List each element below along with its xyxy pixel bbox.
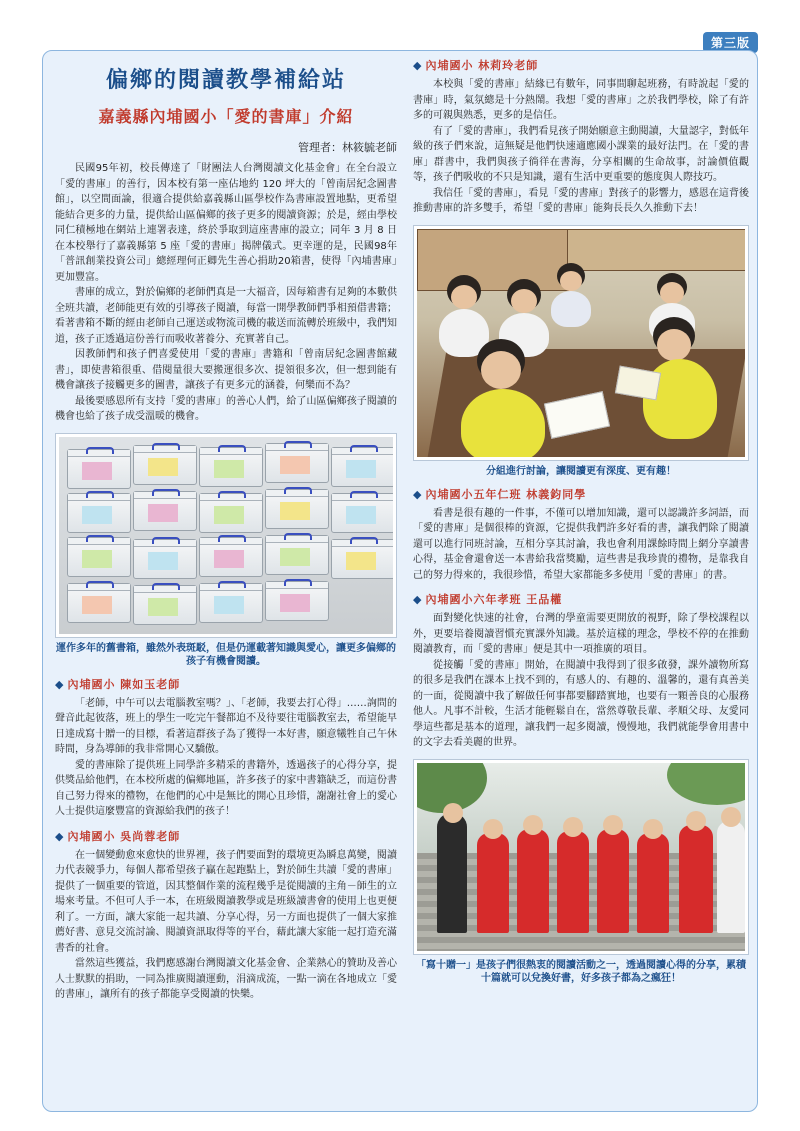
book-boxes-photo bbox=[55, 433, 397, 638]
right-column bbox=[413, 51, 749, 985]
section-heading-text: 內埔國小 林莉玲老師 bbox=[425, 59, 539, 72]
section-paragraph: 面對變化快速的社會，台灣的學童需要更開放的視野，除了學校課程以外，更要培養閱讀習慣充實課外知識。基於這樣的理念，學校不停的在推動閱讀教育，而「愛的書庫」便是其中一項推廣的項目。 bbox=[413, 613, 749, 655]
intro-paragraph: 因教師們和孩子們喜愛使用「愛的書庫」書籍和「曾南居紀念圖書館藏書」，即使書箱很重、借閱量很大要搬運很多次、提領很多次，但一想到能有機會讓孩子接觸更多的圖書，讓孩子有更多元的涵養，何樂而不為？ bbox=[55, 349, 397, 391]
section-heading bbox=[413, 57, 749, 73]
diamond-bullet-icon: ◆ bbox=[413, 593, 423, 606]
page-number-badge: 第三版 bbox=[703, 32, 758, 53]
diamond-bullet-icon: ◆ bbox=[413, 487, 423, 501]
intro-body bbox=[55, 161, 397, 425]
diamond-bullet-icon: ◆ bbox=[55, 677, 65, 691]
section-paragraph: 本校與「愛的書庫」結緣已有數年，同事間聊起班務，有時說起「愛的書庫」時，氣氛總是十分熱鬧。我想「愛的書庫」之於我們學校，除了有許多的可親與熟悉，更多的是信任。 bbox=[413, 79, 749, 121]
section-heading-text: 內埔國小 陳如玉老師 bbox=[67, 677, 181, 691]
article-frame bbox=[42, 50, 758, 1112]
section-paragraph: 看書是很有趣的一件事，不僅可以增加知識，還可以認識許多詞語，而「愛的書庫」是個很棒的資源，它提供我們許多好看的書，讓我們除了閱讀還可以進行同班討論，互相分享其討論，我也會利用課餘時間上網分享讀書心得，基金會還會送一本書給我當獎勵，這些書是我珍貴的禮物，是靠我自己的努力得來的，我很珍惜，希望大家都能多多使用「愛的書庫」的書。 bbox=[413, 507, 749, 581]
section-paragraph: 從接觸「愛的書庫」開始，在閱讀中我得到了很多啟發，課外讀物所寫的很多是我們在課本上找不到的，有感人的、有趣的、溫馨的，還有真善美的一面，從閱讀中我了解做任何事都要腳踏實地，也要有一顆善良的心服務他人。凡事不計較，生活才能輕鬆自在，當然尊敬長輩、孝順父母、友愛同學這些都是基本的道理，讓我們一起多閱讀，慢慢地，我們就能學會用書中的文字去看美麗的世界。 bbox=[413, 659, 749, 748]
section-paragraph: 「老師，中午可以去電腦教室嗎？」、「老師，我要去打心得」……詢問的聲音此起彼落，班上的學生一吃完午餐都迫不及待要往電腦教室去，希望能早日達成寫十贈一的目標，看著這群孩子為了獲得一本好書，願意犧牲自己午休時間，身為導師的我非常開心又驕傲。 bbox=[55, 697, 397, 755]
diamond-bullet-icon: ◆ bbox=[413, 59, 423, 72]
classroom-image bbox=[417, 229, 745, 457]
section-heading-text: 內埔國小 吳尚蓉老師 bbox=[67, 829, 181, 843]
section-heading bbox=[413, 486, 749, 502]
classroom-photo bbox=[413, 225, 749, 461]
group-photo-caption: 「寫十贈一」是孩子們很熱衷的閱讀活動之一，透過閱讀心得的分享，累積十篇就可以兌換好書，好多孩子都為之瘋狂！ bbox=[416, 959, 746, 984]
article-title: 偏鄉的閱讀教學補給站 bbox=[105, 67, 346, 93]
section-heading bbox=[413, 591, 749, 607]
section-heading bbox=[55, 676, 397, 692]
section-paragraph: 在一個變動愈來愈快的世界裡，孩子們要面對的環境更為瞬息萬變，閱讀力代表競爭力，每個人都希望孩子贏在起跑點上，對於師生共讀「愛的書庫」提供了一個重要的管道，因其整個作業的流程幾乎是從閱讀的主角－師生的立場來考量。不但可人手一本，在班級閱讀教學或是班級讀書會的使用上也更便利了。一方面，讓大家能一起共讀、分享心得，另一方面也提供了一個大家推薦好書、意見交流討論、閱讀資訊取得等的平台，藉此讓大家能一起打造充滿書香的社會。 bbox=[55, 849, 397, 954]
intro-paragraph: 最後要感恩所有支持「愛的書庫」的善心人們，給了山區偏鄉孩子閱讀的機會也給了孩子成受溫暖的機會。 bbox=[55, 395, 397, 422]
section-heading bbox=[55, 828, 397, 844]
section-heading-text: 內埔國小六年孝班 王品權 bbox=[425, 593, 563, 606]
group-photo bbox=[413, 759, 749, 955]
section-paragraph: 愛的書庫除了提供班上同學許多精采的書籍外，透過孩子的心得分享，提供獎品給他們，在本校所處的偏鄉地區，許多孩子的家中書籍缺乏，而這份書自己努力得來的禮物，在他們的心中是無比的開心且珍惜，謝謝社會上的愛心人士提供這麼豐富的資源給我們的孩子！ bbox=[55, 759, 397, 817]
book-boxes-image bbox=[59, 437, 393, 634]
classroom-caption: 分組進行討論，讓閱讀更有深度、更有趣！ bbox=[486, 465, 676, 477]
diamond-bullet-icon: ◆ bbox=[55, 829, 65, 843]
book-boxes-caption: 運作多年的舊書箱，雖然外表斑駁，但是仍運載著知識與愛心，讓更多偏鄉的孩子有機會閱讀。 bbox=[56, 642, 396, 667]
left-column bbox=[55, 51, 397, 1003]
intro-paragraph: 書庫的成立，對於偏鄉的老師們真是一大福音，因每箱書有足夠的本數供全班共讀，老師能更有效的引導孩子閱讀，每當一開學教師們爭相預借書籍；看著書箱不斷的經由老師自己運送或物流司機的載送而流轉於班級中，我們知道，孩子正透過這份善行而吸收著養分、充實著自己。 bbox=[55, 287, 397, 345]
section-paragraph: 我信任「愛的書庫」，看見「愛的書庫」對孩子的影響力，感恩在這背後推動書庫的許多雙手，希望「愛的書庫」能夠長長久久推動下去！ bbox=[413, 187, 749, 214]
section-heading-text: 內埔國小五年仁班 林義鈞同學 bbox=[425, 487, 587, 501]
section-paragraph: 當然這些獲益，我們應感謝台灣閱讀文化基金會、企業熱心的贊助及善心人士默默的捐助，一同為推廣閱讀運動，涓滴成流，一點一滴在各地成立「愛的書庫」，讓所有的孩子都能享受閱讀的快樂。 bbox=[55, 958, 397, 1000]
author-byline: 管理者：林筱毓老師 bbox=[298, 141, 397, 154]
article-subtitle: 嘉義縣內埔國小「愛的書庫」介紹 bbox=[98, 107, 354, 126]
section-paragraph: 有了「愛的書庫」，我們看見孩子開始願意主動閱讀，大量認字，對低年級的孩子們來說，這無疑是他們快速適應國小課業的最好法門。在「愛的書庫」群書中，我們與孩子徜徉在書海，分享相關的生命故事，討論價值觀等，孩子們吸收的不只是知識，還有生活中更重要的態度與人際技巧。 bbox=[413, 125, 749, 183]
intro-paragraph: 民國95年初，校長傳達了「財團法人台灣閱讀文化基金會」在全台設立「愛的書庫」的善行，因本校有第一座佔地約 120 坪大的「曾南居紀念圖書館」，以空間面論，很適合提供給嘉義縣山區學校作為書庫設置地點，更希望能結合更多的力量，提供給山區偏鄉的孩子更多的閱讀資源；於是，經由學校同仁積極地在網站上連署表達，終於爭取到這座書庫的設立；同年 3 月 8 日在本校舉行了嘉義縣第 5 座「愛的書庫」揭牌儀式。更幸運的是，民國98年「普訊創業投資公司」總經理何正卿先生善心捐助20箱書，使得「內埔書庫」更加豐富。 bbox=[55, 163, 397, 283]
group-image bbox=[417, 763, 745, 951]
